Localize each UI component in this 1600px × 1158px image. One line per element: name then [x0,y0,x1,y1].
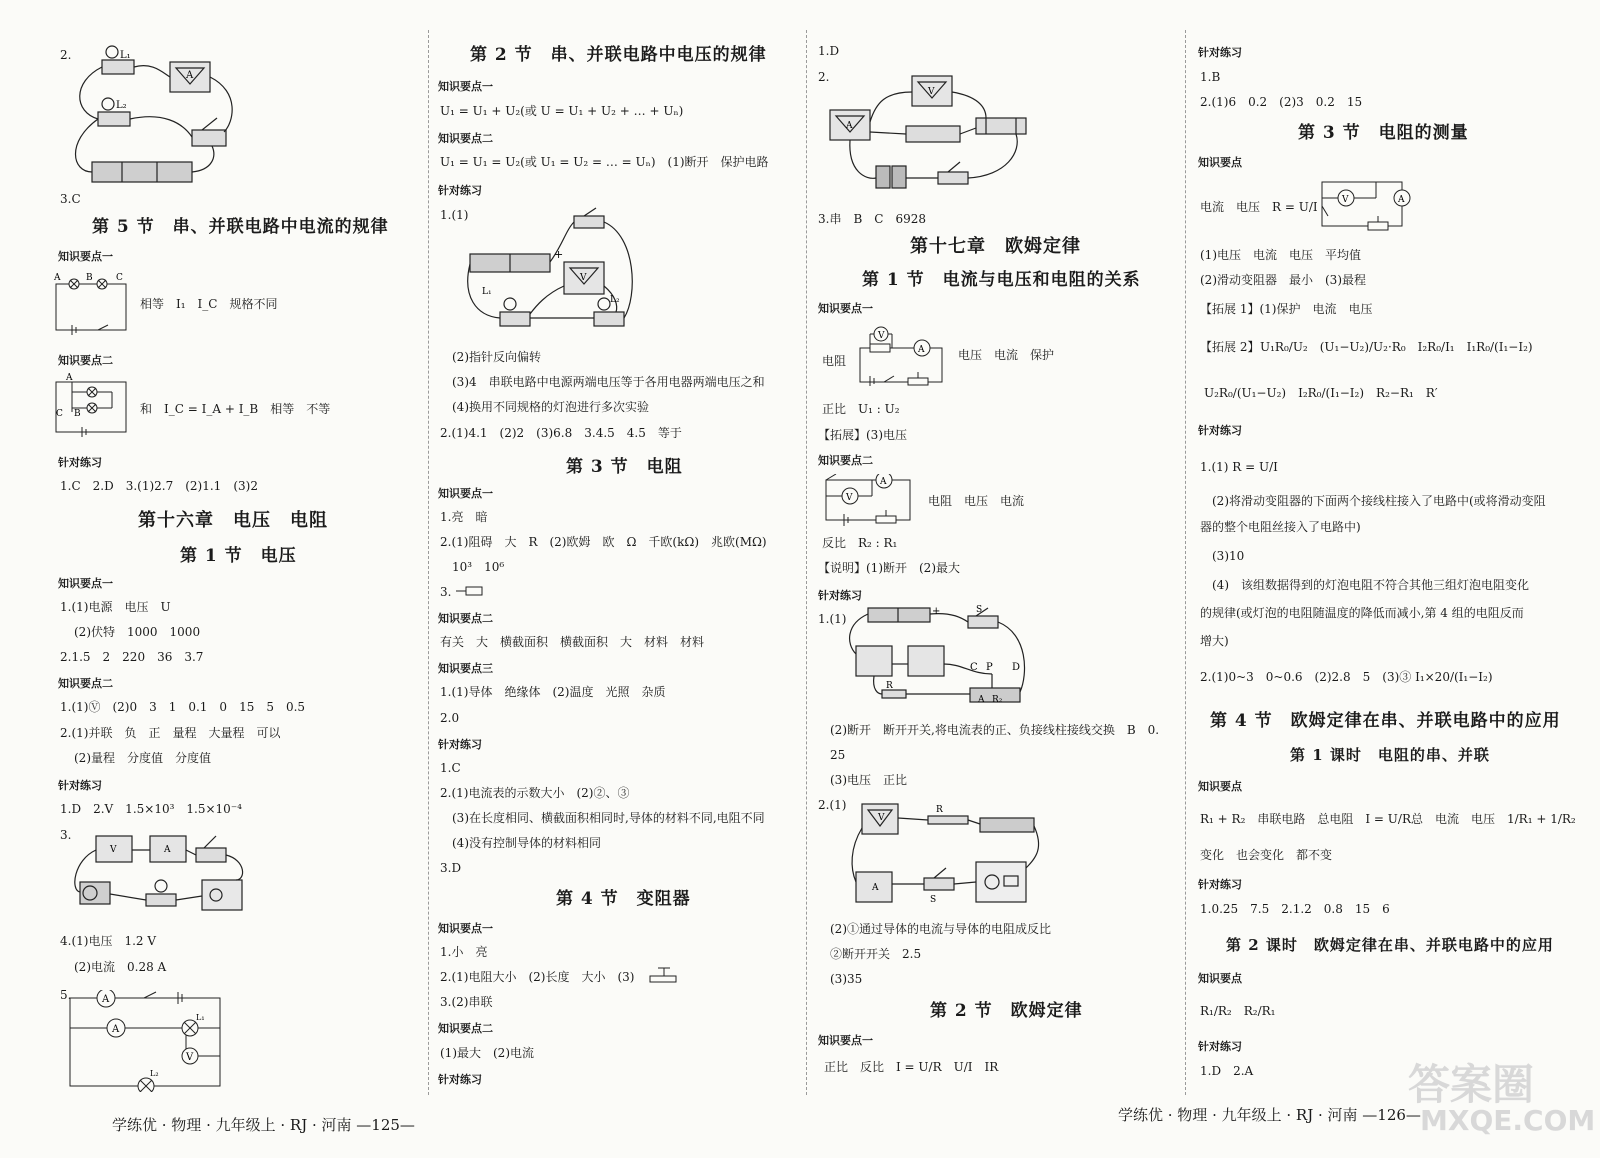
answer: 2.(1)电流表的示数大小 (2)②、③ [440,786,630,800]
svg-text:+: + [932,606,941,617]
answer: (2)滑动变阻器 最小 (3)最程 [1200,273,1366,287]
answer: 1.(1)电源 电压 U [60,600,171,614]
answer: 4.(1)电压 1.2 V [60,934,157,948]
answer: 有关 大 横截面积 横截面积 大 材料 材料 [440,635,705,649]
watermark-logo: 答案圈 [1408,1060,1535,1109]
svg-text:P: P [986,662,993,673]
svg-text:A: A [66,373,73,383]
answer: R₁ + R₂ 串联电路 总电阻 I = U/R总 电流 电压 1/R₁ + 1/R₂ [1200,812,1576,826]
note: 【拓展】(3)电压 [818,428,907,442]
circuit-photo-diagram [66,830,252,924]
page-footer: 学练优 · 物理 · 九年级上 · RJ · 河南 —125— [112,1116,415,1134]
circuit-schematic [822,474,914,526]
svg-text:B: B [74,409,81,419]
answer: 2.0 [440,711,460,725]
section-title: 第 1 节 电压 [180,546,297,566]
svg-text:B: B [86,273,93,283]
answer: 电压 电流 保护 [958,348,1055,362]
note: 【说明】(1)断开 (2)最大 [818,561,960,575]
svg-text:V: V [110,845,117,855]
svg-text:A: A [164,845,171,855]
parallel-circuit-diagram [52,372,132,438]
answer: (2)量程 分度值 分度值 [74,751,211,765]
knowledge-point-label: 知识要点二 [438,1022,493,1035]
label-text: 电阻 [822,354,847,368]
answer: 相等 I₁ I_C 规格不同 [140,297,278,311]
question-number: 1.(1) [818,612,847,626]
chapter-title: 第十六章 电压 电阻 [138,510,328,531]
resistor-symbol [456,584,490,598]
answer: (1)最大 (2)电流 [440,1046,534,1060]
chapter-title: 第十七章 欧姆定律 [910,236,1081,257]
svg-text:V: V [186,1052,194,1063]
subsection-title: 第 2 课时 欧姆定律在串、并联电路中的应用 [1226,936,1554,954]
watermark-url: MXQE.COM [1420,1104,1596,1137]
section-title: 第 2 节 串、并联电路中电压的规律 [470,45,767,65]
svg-text:L₁: L₁ [120,50,131,61]
answer: (1)电压 电流 电压 平均值 [1200,248,1361,262]
section-title: 第 3 节 电阻的测量 [1298,123,1469,143]
answer: 2.(1)阻碍 大 R (2)欧姆 欧 Ω 千欧(kΩ) 兆欧(MΩ) [440,535,767,549]
answer: 1.C [440,761,461,775]
answer: 3.(2)串联 [440,995,493,1009]
practice-label: 针对练习 [58,779,102,792]
svg-text:V: V [1342,195,1349,205]
knowledge-point-label: 知识要点 [1198,972,1242,985]
answer: (2)伏特 1000 1000 [74,625,201,639]
section-title: 第 2 节 欧姆定律 [930,1001,1083,1021]
practice-label: 针对练习 [438,1073,482,1086]
answer: 和 I_C = I_A + I_B 相等 不等 [140,402,331,416]
section-title: 第 3 节 电阻 [566,457,683,477]
column-divider [1185,30,1186,1095]
answer: 正比 反比 I = U/R U/I IR [824,1060,999,1074]
section-title: 第 4 节 变阻器 [556,889,691,909]
circuit-photo-diagram [842,604,1028,708]
answer: 2.(1)电阻大小 (2)长度 大小 (3) [440,970,635,984]
column-divider [806,30,807,1095]
svg-text:A: A [846,121,853,131]
answer: 1.小 亮 [440,945,488,959]
question-number: 2. [60,48,72,62]
svg-text:S: S [930,895,937,905]
section-title: 第 5 节 串、并联电路中电流的规律 [92,217,389,237]
answer: 1.0.25 7.5 2.1.2 0.8 15 6 [1200,902,1390,916]
svg-text:L₁: L₁ [196,1013,205,1022]
svg-text:A: A [1398,195,1405,205]
svg-text:A: A [880,477,887,487]
answer: 电流 电压 R = U/I [1200,200,1318,214]
answer: 2.1.5 2 220 36 3.7 [60,650,204,664]
question-number: 1.(1) [440,208,469,222]
svg-text:R₂: R₂ [992,695,1003,705]
answer: 25 [830,748,846,762]
note: 【拓展 1】(1)保护 电流 电压 [1200,302,1373,316]
answer: R₁/R₂ R₂/R₁ [1200,1004,1276,1018]
svg-text:C: C [116,273,123,283]
answer: U₁ = U₁ + U₂(或 U = U₁ + U₂ + … + Uₙ) [440,104,684,118]
answer: (4)换用不同规格的灯泡进行多次实验 [452,400,649,414]
knowledge-point-label: 知识要点三 [438,662,493,675]
answer: (2)将滑动变阻器的下面两个接线柱接入了电路中(或将滑动变阻 [1212,494,1546,508]
svg-text:V: V [878,813,885,823]
knowledge-point-label: 知识要点 [1198,156,1242,169]
svg-text:A: A [54,273,61,283]
svg-text:V: V [878,331,885,341]
svg-text:L₂: L₂ [150,1069,159,1078]
knowledge-point-label: 知识要点二 [58,354,113,367]
page-footer: 学练优 · 物理 · 九年级上 · RJ · 河南 —126— [1118,1106,1421,1124]
answer: 2.(1)4.1 (2)2 (3)6.8 3.4.5 4.5 等于 [440,426,682,440]
answer: (2)①通过导体的电流与导体的电阻成反比 [830,922,1051,936]
svg-text:C: C [56,409,63,419]
practice-label: 针对练习 [1198,46,1242,59]
section-title: 第 4 节 欧姆定律在串、并联电路中的应用 [1210,711,1561,731]
answer: 的规律(或灯泡的电阻随温度的降低而减小,第 4 组的电阻反而 [1200,606,1524,620]
knowledge-point-label: 知识要点二 [438,612,493,625]
answer: 变化 也会变化 都不变 [1200,848,1333,862]
answer: 反比 R₂ : R₁ [822,536,898,550]
answer: (3)35 [830,972,863,986]
circuit-photo-diagram [62,42,242,190]
svg-text:A: A [918,345,925,355]
svg-text:V: V [846,493,853,503]
practice-label: 针对练习 [58,456,102,469]
knowledge-point-label: 知识要点一 [58,577,113,590]
knowledge-point-label: 知识要点二 [58,677,113,690]
question-number: 3. [60,828,72,842]
svg-text:V: V [580,273,587,283]
question-number: 5. [60,988,72,1002]
svg-text:V: V [928,87,935,97]
svg-text:A: A [978,695,985,705]
knowledge-point-label: 知识要点 [1198,780,1242,793]
svg-text:−: − [878,604,886,609]
answer: (4)没有控制导体的材料相同 [452,836,601,850]
svg-text:L₁: L₁ [482,287,492,297]
circuit-photo-diagram [466,206,646,338]
subsection-title: 第 1 课时 电阻的串、并联 [1290,746,1490,764]
answer: 3.串 B C 6928 [818,212,926,226]
answer: (3)电压 正比 [830,773,907,787]
svg-text:R: R [936,805,943,815]
svg-text:L₂: L₂ [610,295,620,305]
answer: 1.亮 暗 [440,510,488,524]
svg-text:S: S [976,605,983,615]
circuit-photo-diagram [826,72,1032,196]
answer: 3. [440,585,452,599]
svg-text:A: A [112,1024,120,1035]
answer: 1.(1)导体 绝缘体 (2)温度 光照 杂质 [440,685,666,699]
answer: 1.(1) R = U/I [1200,460,1278,474]
svg-text:A: A [186,70,194,81]
note: 【拓展 2】 [1200,340,1260,354]
answer: (3)10 [1212,549,1245,563]
knowledge-point-label: 知识要点一 [818,1034,873,1047]
circuit-schematic [66,990,226,1092]
circuit-schematic [1316,176,1416,238]
answer: 2.(1)并联 负 正 量程 大量程 可以 [60,726,281,740]
answer: ②断开开关 2.5 [830,947,922,961]
knowledge-point-label: 知识要点一 [438,922,493,935]
answer: 2.(1)0~3 0~0.6 (2)2.8 5 (3)③ I₁×20/(I₁−I₂) [1200,670,1493,684]
answer: 增大) [1200,634,1229,648]
svg-text:+: + [554,248,564,261]
answer: 1.D [818,44,840,58]
svg-text:L₂: L₂ [116,100,127,111]
answer: (2)电流 0.28 A [74,960,167,974]
formula-list: U₂R₀/(U₁−U₂) I₂R₀/(I₁−I₂) R₂−R₁ R′ [1204,386,1438,400]
practice-label: 针对练习 [1198,878,1242,891]
svg-text:A: A [102,994,110,1005]
answer: (3)4 串联电路中电源两端电压等于各用电器两端电压之和 [452,375,765,389]
knowledge-point-label: 知识要点二 [818,454,873,467]
svg-text:R: R [886,681,893,691]
practice-label: 针对练习 [438,184,482,197]
knowledge-point-label: 知识要点二 [438,132,493,145]
knowledge-point-label: 知识要点一 [58,250,113,263]
answer: (3)在长度相同、横截面积相同时,导体的材料不同,电阻不同 [452,811,765,825]
answer: 器的整个电阻丝接入了电路中) [1200,520,1361,534]
question-number: 2. [818,70,830,84]
answer: 1.C 2.D 3.(1)2.7 (2)1.1 (3)2 [60,479,258,493]
answer: 1.B [1200,70,1221,84]
formula-list: U₁R₀/U₂ (U₁−U₂)/U₂·R₀ I₂R₀/I₁ I₁R₀/(I₁−I₂) [1260,340,1533,354]
practice-label: 针对练习 [438,738,482,751]
svg-text:D: D [1012,662,1021,673]
rheostat-symbol [648,966,680,984]
answer: 2.(1)6 0.2 (2)3 0.2 15 [1200,95,1363,109]
knowledge-point-label: 知识要点一 [818,302,873,315]
practice-label: 针对练习 [1198,424,1242,437]
answer: 3.D [440,861,462,875]
knowledge-point-label: 知识要点一 [438,80,493,93]
answer: 正比 U₁ : U₂ [822,402,900,416]
answer: 3.C [60,192,81,206]
section-title: 第 1 节 电流与电压和电阻的关系 [862,270,1141,290]
answer: 电阻 电压 电流 [928,494,1025,508]
series-circuit-diagram [52,270,132,336]
column-divider [428,30,429,1095]
practice-label: 针对练习 [818,589,862,602]
answer: (2)指针反向偏转 [452,350,541,364]
svg-text:A: A [872,883,879,893]
answer: 10³ 10⁶ [452,560,505,574]
question-number: 2.(1) [818,798,847,812]
answer: (4) 该组数据得到的灯泡电阻不符合其他三组灯泡电阻变化 [1212,578,1530,592]
answer: 1.D 2.V 1.5×10³ 1.5×10⁻⁴ [60,802,242,816]
answer: (2)断开 断开开关,将电流表的正、负接线柱接线交换 B 0. [830,723,1160,737]
circuit-photo-diagram [846,798,1046,908]
practice-label: 针对练习 [1198,1040,1242,1053]
svg-text:C: C [970,662,978,673]
circuit-schematic [856,322,946,390]
answer: 1.(1)Ⓥ (2)0 3 1 0.1 0 15 5 0.5 [60,700,306,714]
answer: 1.D 2.A [1200,1064,1254,1078]
answer: U₁ = U₁ = U₂(或 U₁ = U₂ = … = Uₙ) (1)断开 保护电路 [440,155,769,169]
knowledge-point-label: 知识要点一 [438,487,493,500]
